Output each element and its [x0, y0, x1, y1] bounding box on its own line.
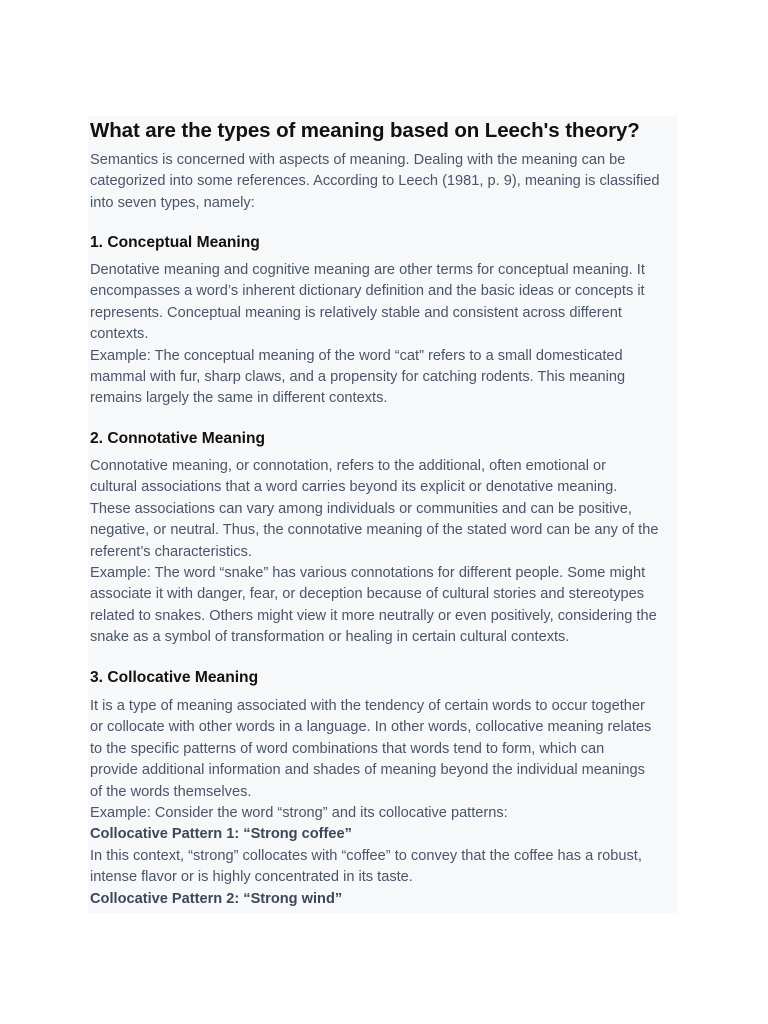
text-line: provide additional information and shades of meaning beyond the individual meanings	[90, 762, 645, 779]
text-line: referent’s characteristics.	[90, 543, 252, 560]
text-line: intense flavor or is highly concentrated in its taste.	[90, 869, 413, 886]
page-title: What are the types of meaning based on Leech's theory?	[90, 119, 640, 142]
text-line: Semantics is concerned with aspects of meaning. Dealing with the meaning can be	[90, 152, 626, 168]
text-line: In this context, “strong” collocates with “coffee” to convey that the coffee has a robust,	[90, 847, 642, 864]
text-line: Denotative meaning and cognitive meaning are other terms for conceptual meaning. It	[90, 262, 645, 278]
text-line: associate it with danger, fear, or deception because of cultural stories and stereotypes	[90, 586, 645, 603]
text-line: snake as a symbol of transformation or healing in certain cultural contexts.	[90, 629, 570, 646]
text-line: contexts.	[90, 326, 149, 343]
section-body-connotative	[90, 456, 676, 649]
text-line: cultural associations that a word carries beyond its explicit or denotative meaning.	[90, 479, 618, 496]
text-line: Example: The word “snake” has various connotations for different people. Some might	[90, 565, 646, 582]
text-line: These associations can vary among individuals or communities and can be positive,	[90, 500, 632, 517]
text-line: of the words themselves.	[90, 783, 252, 800]
section-heading-collocative: 3. Collocative Meaning	[90, 669, 259, 686]
text-line: negative, or neutral. Thus, the connotative meaning of the stated word can be any of the	[90, 522, 659, 539]
collocative-pattern-label: Collocative Pattern 2: “Strong wind”	[90, 890, 343, 907]
section-body-collocative	[90, 696, 676, 910]
intro-paragraph	[90, 150, 676, 214]
text-line: Example: Consider the word “strong” and its collocative patterns:	[90, 805, 508, 822]
text-line: It is a type of meaning associated with the tendency of certain words to occur together	[90, 698, 645, 714]
text-line: into seven types, namely:	[90, 194, 255, 211]
text-line: encompasses a word’s inherent dictionary definition and the basic ideas or concepts it	[90, 283, 645, 300]
text-line: categorized into some references. According to Leech (1981, p. 9), meaning is classified	[90, 173, 660, 190]
text-line: to the specific patterns of word combinations that words tend to form, which can	[90, 740, 605, 757]
article-panel	[88, 116, 677, 913]
text-line: or collocate with other words in a language. In other words, collocative meaning relates	[90, 719, 652, 736]
section-heading-conceptual: 1. Conceptual Meaning	[90, 234, 260, 251]
text-line: related to snakes. Others might view it more neutrally or even positively, considering the	[90, 607, 657, 624]
section-heading-connotative: 2. Connotative Meaning	[90, 430, 266, 447]
text-line: Example: The conceptual meaning of the word “cat” refers to a small domesticated	[90, 347, 623, 364]
text-line: mammal with fur, sharp claws, and a propensity for catching rodents. This meaning	[90, 369, 626, 386]
section-body-conceptual	[90, 260, 676, 410]
collocative-pattern-label: Collocative Pattern 1: “Strong coffee”	[90, 826, 352, 843]
text-line: Connotative meaning, or connotation, refers to the additional, often emotional or	[90, 458, 606, 474]
text-line: remains largely the same in different contexts.	[90, 390, 388, 407]
text-line: represents. Conceptual meaning is relatively stable and consistent across different	[90, 304, 622, 321]
